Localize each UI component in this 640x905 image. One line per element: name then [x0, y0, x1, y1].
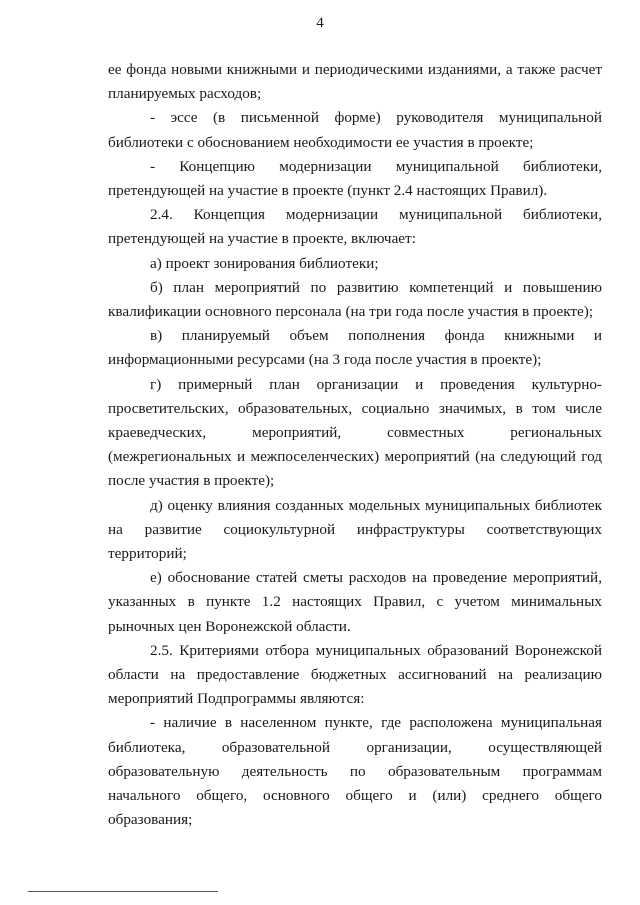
- paragraph-concept: - Концепцию модернизации муниципальной библиотеки, претендующей на участие в проекте (пункт 2.4 настоящих Правил).: [108, 157, 602, 200]
- paragraph-2-4: 2.4. Концепция модернизации муниципальной библиотеки, претендующей на участие в проекте, включает:: [108, 206, 602, 248]
- paragraph-fund-continuation: ее фонда новыми книжными и периодическими изданиями, а также расчет планируемых расходов;: [108, 61, 602, 103]
- page-number: 4: [316, 15, 324, 31]
- paragraph-2-4-e: е) обоснование статей сметы расходов на проведение мероприятий, указанных в пункте 1.2 настоящих Правил, с учетом минимальных рыночных цен Воронежской области.: [108, 569, 602, 635]
- paragraph-2-4-v: в) планируемый объем пополнения фонда книжными и информационными ресурсами (на 3 года после участия в проекте);: [108, 327, 602, 369]
- paragraph-2-5-criterion: - наличие в населенном пункте, где расположена муниципальная библиотека, образовательной организации, осуществляющей образовательную деятельность по образовательным программам начального общего, основного общего и (или) среднего общего образования;: [108, 714, 602, 829]
- paragraph-2-4-b: б) план мероприятий по развитию компетенций и повышению квалификации основного персонала (на три года после участия в проекте);: [108, 278, 602, 321]
- paragraph-2-4-d: д) оценку влияния созданных модельных муниципальных библиотек на развитие социокультурной инфраструктуры соответствующих территорий;: [108, 496, 602, 563]
- footer-divider: [28, 891, 218, 892]
- paragraph-2-4-g: г) примерный план организации и проведения культурно-просветительских, образовательных, социально значимых, в том числе краеведческих, мероприятий, совместных региональных (межрегиональных и межпоселенческих) мероприятий (на следующий год после участия в проекте);: [108, 375, 602, 490]
- paragraph-2-4-a: а) проект зонирования библиотеки;: [150, 254, 379, 272]
- paragraph-2-5: 2.5. Критериями отбора муниципальных образований Воронежской области на предоставление бюджетных ассигнований на реализацию мероприятий Подпрограммы являются:: [108, 641, 602, 708]
- paragraph-essay: - эссе (в письменной форме) руководителя муниципальной библиотеки с обоснованием необходимости ее участия в проекте;: [108, 109, 602, 151]
- body-text: [108, 58, 602, 833]
